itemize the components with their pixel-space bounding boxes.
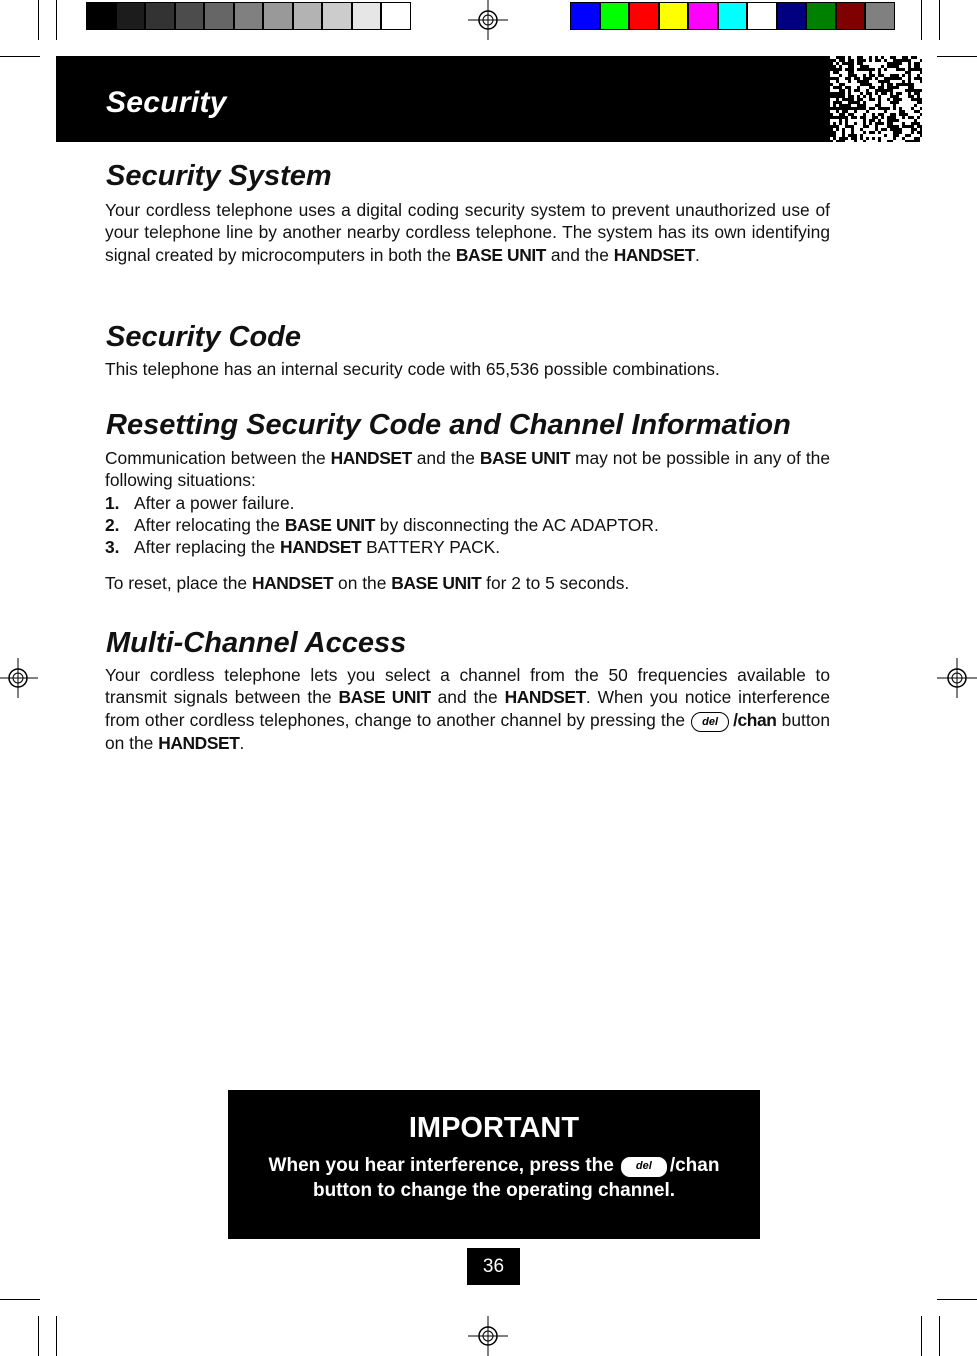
process-swatch bbox=[659, 2, 689, 30]
list-item: 2. After relocating the BASE UNIT by disconnecting the AC ADAPTOR. bbox=[105, 515, 659, 536]
important-title: IMPORTANT bbox=[408, 1112, 580, 1144]
situations-list bbox=[105, 492, 830, 559]
grayscale-swatch bbox=[204, 2, 234, 30]
registration-mark-icon bbox=[0, 658, 38, 698]
grayscale-swatch bbox=[234, 2, 264, 30]
crop-mark bbox=[56, 0, 57, 40]
grayscale-swatch bbox=[175, 2, 205, 30]
process-swatch bbox=[629, 2, 659, 30]
list-item: 3. After replacing the HANDSET BATTERY PACK. bbox=[105, 537, 501, 558]
process-swatch bbox=[570, 2, 600, 30]
registration-mark-icon bbox=[937, 658, 977, 698]
crop-mark bbox=[38, 0, 39, 40]
section-title-resetting: Resetting Security Code and Channel Information bbox=[106, 409, 791, 441]
process-swatch bbox=[806, 2, 836, 30]
crop-mark bbox=[939, 1316, 940, 1356]
process-swatch bbox=[777, 2, 807, 30]
grayscale-swatch bbox=[116, 2, 146, 30]
crop-mark bbox=[921, 0, 922, 40]
registration-mark-icon bbox=[468, 0, 508, 40]
crop-mark bbox=[939, 0, 940, 40]
process-swatch bbox=[836, 2, 866, 30]
security-code-paragraph: This telephone has an internal security code with 65,536 possible combinations. bbox=[105, 359, 720, 379]
grayscale-swatch bbox=[293, 2, 323, 30]
section-title-security-code: Security Code bbox=[106, 321, 301, 353]
important-text: When you hear interference, press the del /chan button to change the operating channel. bbox=[268, 1155, 720, 1201]
page-title: Security bbox=[106, 86, 227, 119]
important-notice-box bbox=[228, 1090, 760, 1239]
process-swatch bbox=[718, 2, 748, 30]
grayscale-swatch bbox=[352, 2, 382, 30]
crop-mark bbox=[937, 1299, 977, 1300]
crop-mark bbox=[937, 56, 977, 57]
process-color-bar bbox=[570, 2, 895, 30]
del-key-icon: del bbox=[620, 1156, 668, 1178]
grayscale-swatch bbox=[145, 2, 175, 30]
crop-mark bbox=[0, 56, 40, 57]
barcode-pattern-icon bbox=[830, 56, 922, 142]
grayscale-color-bar bbox=[86, 2, 411, 30]
crop-mark bbox=[921, 1316, 922, 1356]
list-item: 1. After a power failure. bbox=[105, 493, 295, 513]
grayscale-swatch bbox=[263, 2, 293, 30]
section-title-multi-channel: Multi-Channel Access bbox=[106, 627, 407, 659]
grayscale-swatch bbox=[381, 2, 411, 30]
process-swatch bbox=[688, 2, 718, 30]
registration-mark-icon bbox=[468, 1316, 508, 1356]
multi-channel-paragraph: Your cordless telephone lets you select a channel from the 50 frequencies available to transmit signals between the BASE UNIT and the HANDSET. When you notice interference from other cordless telephones, change to another channel by pressing the del /chan button on the HANDSET. bbox=[105, 665, 830, 753]
resetting-intro: Communication between the HANDSET and the BASE UNIT may not be possible in any of the following situations: bbox=[105, 448, 831, 491]
grayscale-swatch bbox=[86, 2, 116, 30]
del-key-icon: del bbox=[691, 712, 729, 732]
section-title-security-system: Security System bbox=[106, 160, 332, 192]
reset-instruction: To reset, place the HANDSET on the BASE UNIT for 2 to 5 seconds. bbox=[105, 573, 630, 593]
crop-mark bbox=[38, 1316, 39, 1356]
crop-mark bbox=[56, 1316, 57, 1356]
process-swatch bbox=[600, 2, 630, 30]
crop-mark bbox=[0, 1299, 40, 1300]
process-swatch bbox=[747, 2, 777, 30]
process-swatch bbox=[865, 2, 895, 30]
security-system-paragraph: Your cordless telephone uses a digital coding security system to prevent unauthorized use of your telephone line by another nearby cordless telephone. The system has its own identifying signal created by microcomputers in both the BASE UNIT and the HANDSET. bbox=[105, 200, 830, 265]
page-number: 36 bbox=[467, 1248, 520, 1285]
grayscale-swatch bbox=[322, 2, 352, 30]
